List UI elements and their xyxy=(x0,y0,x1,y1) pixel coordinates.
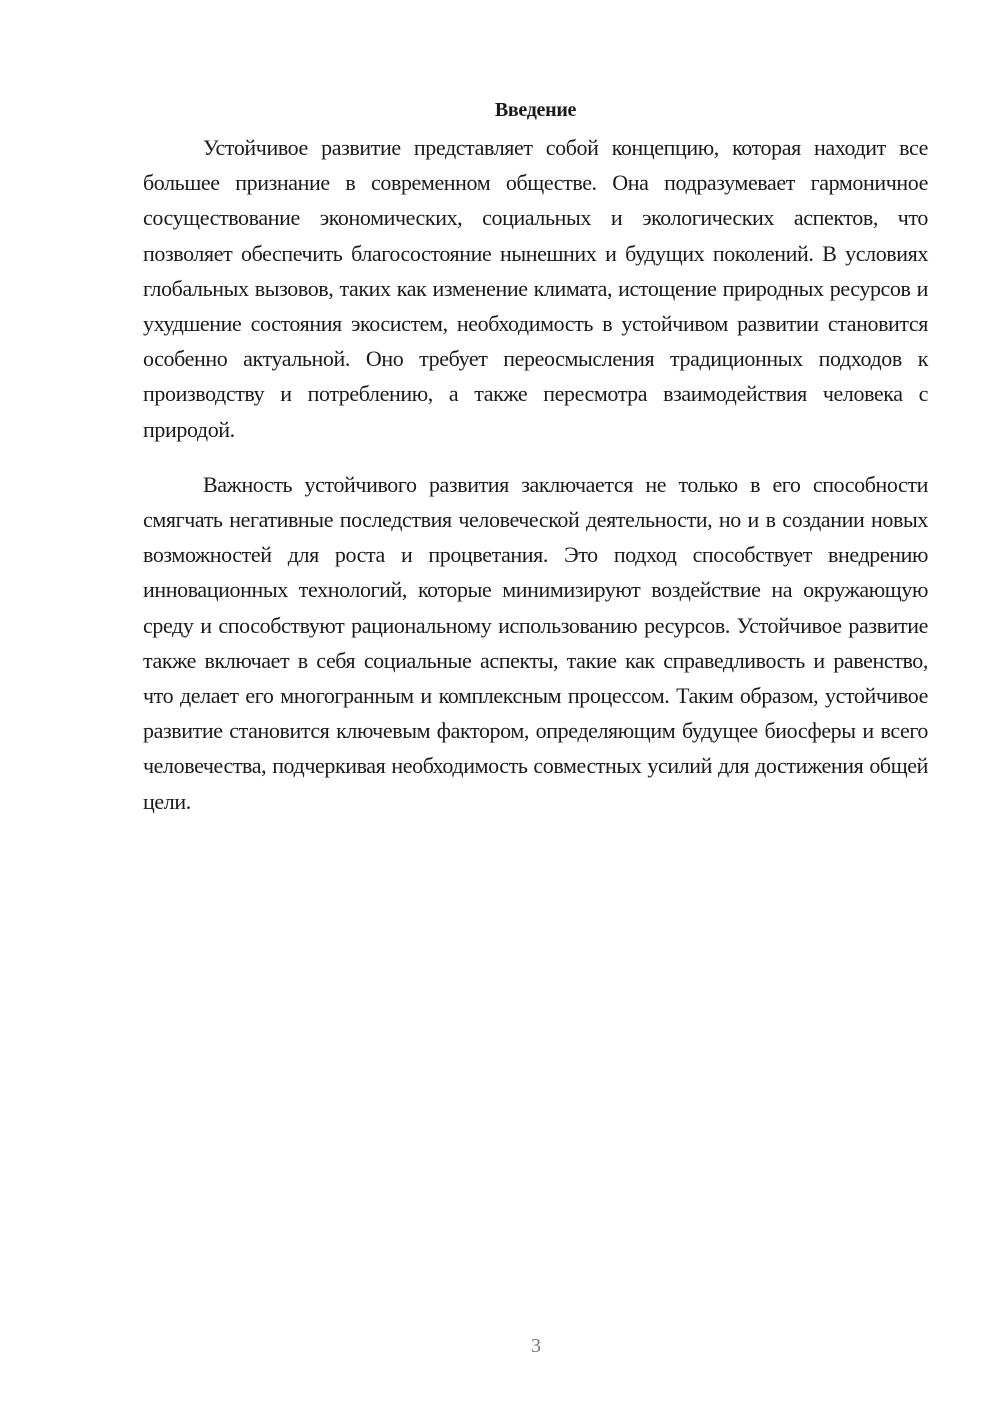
page-content xyxy=(143,95,928,819)
section-heading: Введение xyxy=(494,99,577,121)
page-number: 3 xyxy=(531,1335,541,1357)
paragraph-1: Устойчивое развитие представляет собой концепцию, которая находит все большее признание в современном обществе. Она подразумевает гармоничное сосуществование экономических, социальных и экологических аспектов, что позволяет обеспечить благосостояние нынешних и будущих поколений. В условиях глобальных вызовов, таких как изменение климата, истощение природных ресурсов и ухудшение состояния экосистем, необходимость в устойчивом развитии становится особенно актуальной. Оно требует переосмысления традиционных подходов к производству и потреблению, а также пересмотра взаимодействия человека с природой. xyxy=(143,135,928,442)
paragraph-2: Важность устойчивого развития заключается не только в его способности смягчать негативные последствия человеческой деятельности, но и в создании новых возможностей для роста и процветания. Это подход способствует внедрению инновационных технологий, которые минимизируют воздействие на окружающую среду и способствуют рациональному использованию ресурсов. Устойчивое развитие также включает в себя социальные аспекты, такие как справедливость и равенство, что делает его многогранным и комплексным процессом. Таким образом, устойчивое развитие становится ключевым фактором, определяющим будущее биосферы и всего человечества, подчеркивая необходимость совместных усилий для достижения общей цели. xyxy=(143,471,928,814)
